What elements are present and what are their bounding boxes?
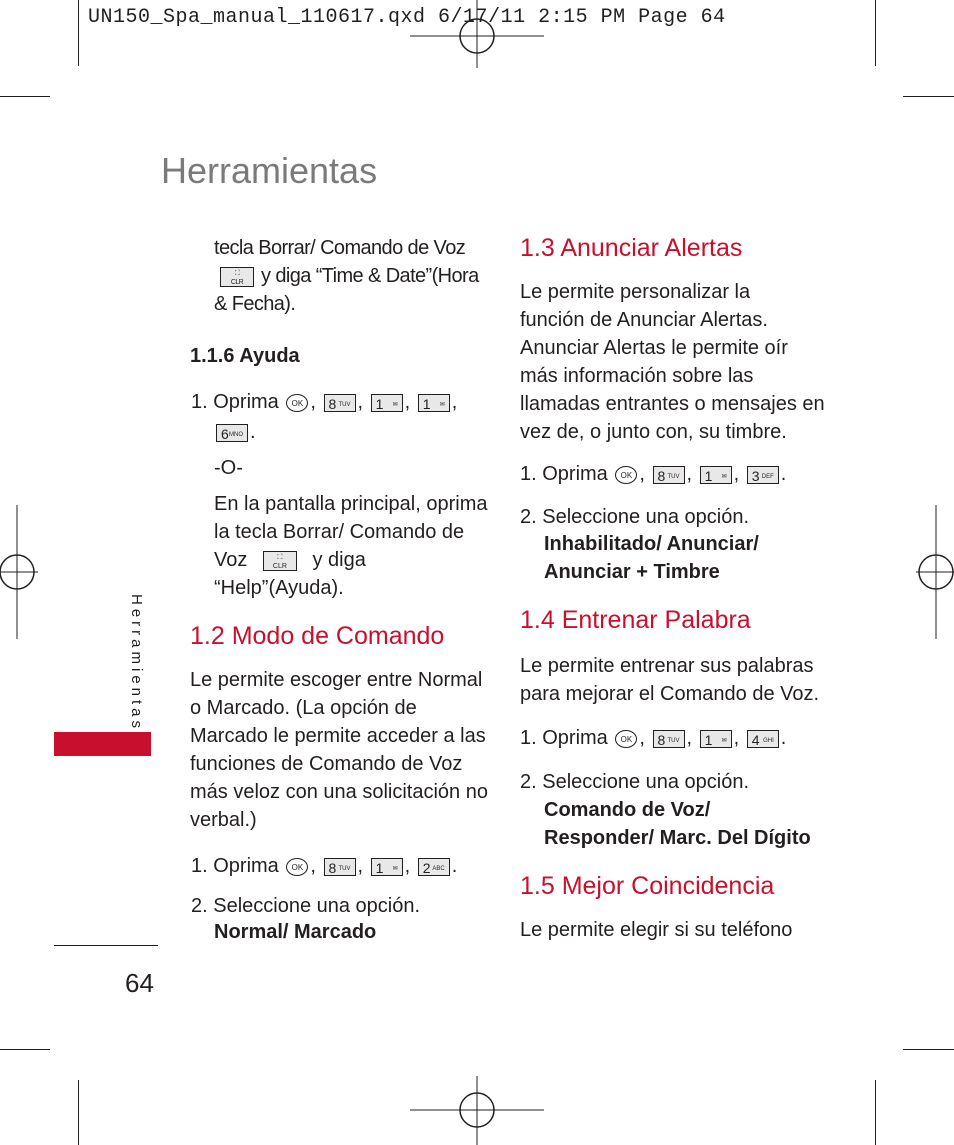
modo-step-2-options: Normal/ Marcado [214,921,377,943]
anunciar-step-1: 1. Oprima OK , 8 TUV , 1 ✉ , 3 DEF . [520,463,787,485]
ayuda-step-1: 1. Oprima OK , 8 TUV , 1 ✉ , 1 ✉ , [191,391,458,413]
crop-mark-br-v [875,1080,876,1145]
body-line: para mejorar el Comando de Voz. [520,683,820,705]
body-line: verbal.) [190,809,257,831]
alt-line: “Help”(Ayuda). [214,577,344,599]
body-line: función de Anunciar Alertas. [520,309,768,331]
crop-mark-tr-v [875,0,876,66]
section-heading-mejor-coincidencia: 1.5 Mejor Coincidencia [520,872,775,900]
crop-mark-br-h [903,1049,954,1050]
section-heading-modo-de-comando: 1.2 Modo de Comando [190,622,445,650]
key-1-icon: 1 ✉ [371,394,403,412]
or-separator: -O- [214,457,243,479]
key-8-icon: 8 TUV [653,730,685,748]
ok-key-icon: OK [615,466,637,484]
print-slug: UN150_Spa_manual_110617.qxd 6/17/11 2:15 PM Page 64 [88,6,726,29]
registration-mark-bottom [410,1076,544,1145]
key-1-icon: 1 ✉ [418,394,450,412]
crop-mark-tr-h [903,96,954,97]
alt-line: la tecla Borrar/ Comando de [214,521,465,543]
entrenar-step-2-options: Responder/ Marc. Del Dígito [544,827,811,849]
body-line: o Marcado. (La opción de [190,697,417,719]
side-section-label: Herramientas [128,594,145,733]
alt-line: En la pantalla principal, oprima [214,493,488,515]
key-6-icon: 6 MNO [216,424,248,442]
body-line: más información sobre las [520,365,754,387]
body-line: vez de, o junto con, su timbre. [520,421,787,443]
clr-key-icon: ⛶ CLR [220,267,254,287]
section-heading-anunciar-alertas: 1.3 Anunciar Alertas [520,234,743,262]
crop-mark-tl-v [78,0,79,66]
ok-key-icon: OK [286,394,308,412]
anunciar-step-2-options: Anunciar + Timbre [544,561,720,583]
anunciar-step-2-options: Inhabilitado/ Anunciar/ [544,533,759,555]
body-line: más veloz con una solicitación no [190,781,488,803]
ok-key-icon: OK [615,730,637,748]
crop-mark-tl-h [0,96,50,97]
entrenar-step-1: 1. Oprima OK , 8 TUV , 1 ✉ , 4 GHI . [520,727,787,749]
page-number: 64 [125,968,154,998]
registration-mark-left [0,505,38,639]
registration-mark-right [916,505,954,639]
key-2-icon: 2 ABC [418,858,450,876]
anunciar-step-2: 2. Seleccione una opción. [520,506,750,528]
ok-key-icon: OK [286,858,308,876]
continued-line: & Fecha). [214,293,296,315]
key-1-icon: 1 ✉ [700,466,732,484]
alt-line: Voz ⛶ CLR y diga [214,549,366,571]
body-line: llamadas entrantes o mensajes en [520,393,825,415]
key-8-icon: 8 TUV [324,394,356,412]
key-8-icon: 8 TUV [653,466,685,484]
entrenar-step-2-options: Comando de Voz/ [544,799,711,821]
continued-line: ⛶ CLR y diga “Time & Date”(Hora [218,262,479,290]
key-4-icon: 4 GHI [747,730,779,748]
body-line: Le permite entrenar sus palabras [520,655,814,677]
entrenar-step-2: 2. Seleccione una opción. [520,771,750,793]
crop-mark-bl-v [78,1080,79,1145]
body-line: Marcado le permite acceder a las [190,725,486,747]
body-line: Le permite elegir si su teléfono [520,919,793,941]
body-line: Le permite escoger entre Normal [190,669,483,691]
key-8-icon: 8 TUV [324,858,356,876]
ayuda-step-1-cont: 6 MNO . [214,418,256,446]
continued-line: tecla Borrar/ Comando de Voz [214,237,466,259]
body-line: funciones de Comando de Voz [190,753,463,775]
key-1-icon: 1 ✉ [700,730,732,748]
ayuda-heading: 1.1.6 Ayuda [190,345,300,367]
page-number-rule [54,945,158,946]
body-line: Le permite personalizar la [520,281,751,303]
modo-step-2: 2. Seleccione una opción. [191,895,421,917]
key-1-icon: 1 ✉ [371,858,403,876]
modo-step-1: 1. Oprima OK , 8 TUV , 1 ✉ , 2 ABC . [191,855,458,877]
page-title: Herramientas [161,150,378,191]
body-line: Anunciar Alertas le permite oír [520,337,788,359]
side-tab-bar [54,732,151,756]
crop-mark-bl-h [0,1049,50,1050]
clr-key-icon: ⛶ CLR [263,551,297,571]
section-heading-entrenar-palabra: 1.4 Entrenar Palabra [520,606,751,634]
key-3-icon: 3 DEF [747,466,779,484]
